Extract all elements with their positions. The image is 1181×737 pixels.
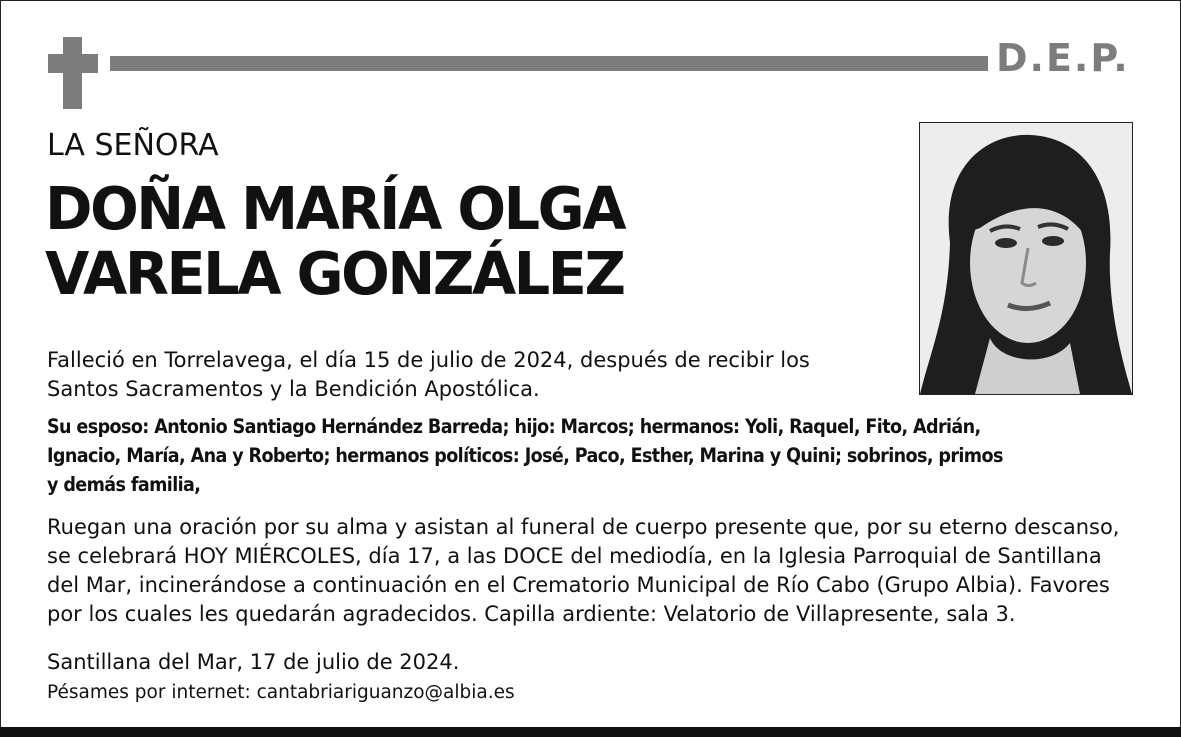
name-line-1: DOÑA MARÍA OLGA (45, 174, 625, 243)
death-line-2: Santos Sacramentos y la Bendición Apostólica. (47, 377, 540, 401)
service-line-4: por los cuales les quedarán agradecidos. Capilla ardiente: Velatorio de Villapresente, sala 3. (47, 602, 1016, 626)
dep-label: D.E.P. (996, 36, 1130, 80)
family-line-1: Su esposo: Antonio Santiago Hernández Barreda; hijo: Marcos; hermanos: Yoli, Raquel, Fito, Adrián, (47, 415, 981, 438)
death-notice (47, 346, 907, 404)
condolences-contact: Pésames por internet: cantabriariguanzo@albia.es (47, 682, 515, 703)
name-line-2: VARELA GONZÁLEZ (45, 239, 624, 308)
header-rule (110, 56, 988, 71)
portrait-photo (919, 122, 1133, 395)
service-line-3: del Mar, incinerándose a continuación en el Crematorio Municipal de Río Cabo (Grupo Albia). Favores (47, 573, 1110, 597)
family-list (47, 412, 1137, 499)
service-line-1: Ruegan una oración por su alma y asistan al funeral de cuerpo presente que, por su eterno descanso, (47, 515, 1120, 539)
portrait-illustration (920, 123, 1132, 394)
service-details (47, 513, 1147, 629)
honorific: LA SEÑORA (47, 128, 219, 163)
family-line-3: y demás familia, (47, 473, 201, 496)
cross-icon-arm (48, 54, 98, 73)
death-line-1: Falleció en Torrelavega, el día 15 de julio de 2024, después de recibir los (47, 348, 810, 372)
family-line-2: Ignacio, María, Ana y Roberto; hermanos políticos: José, Paco, Esther, Marina y Quini; sobrinos, primos (47, 444, 1003, 467)
bottom-rule (0, 727, 1181, 737)
cross-icon (63, 37, 82, 109)
place-date: Santillana del Mar, 17 de julio de 2024. (47, 650, 460, 674)
service-line-2: se celebrará HOY MIÉRCOLES, día 17, a las DOCE del mediodía, en la Iglesia Parroquial de Santillana (47, 544, 1102, 568)
deceased-name (45, 176, 624, 306)
